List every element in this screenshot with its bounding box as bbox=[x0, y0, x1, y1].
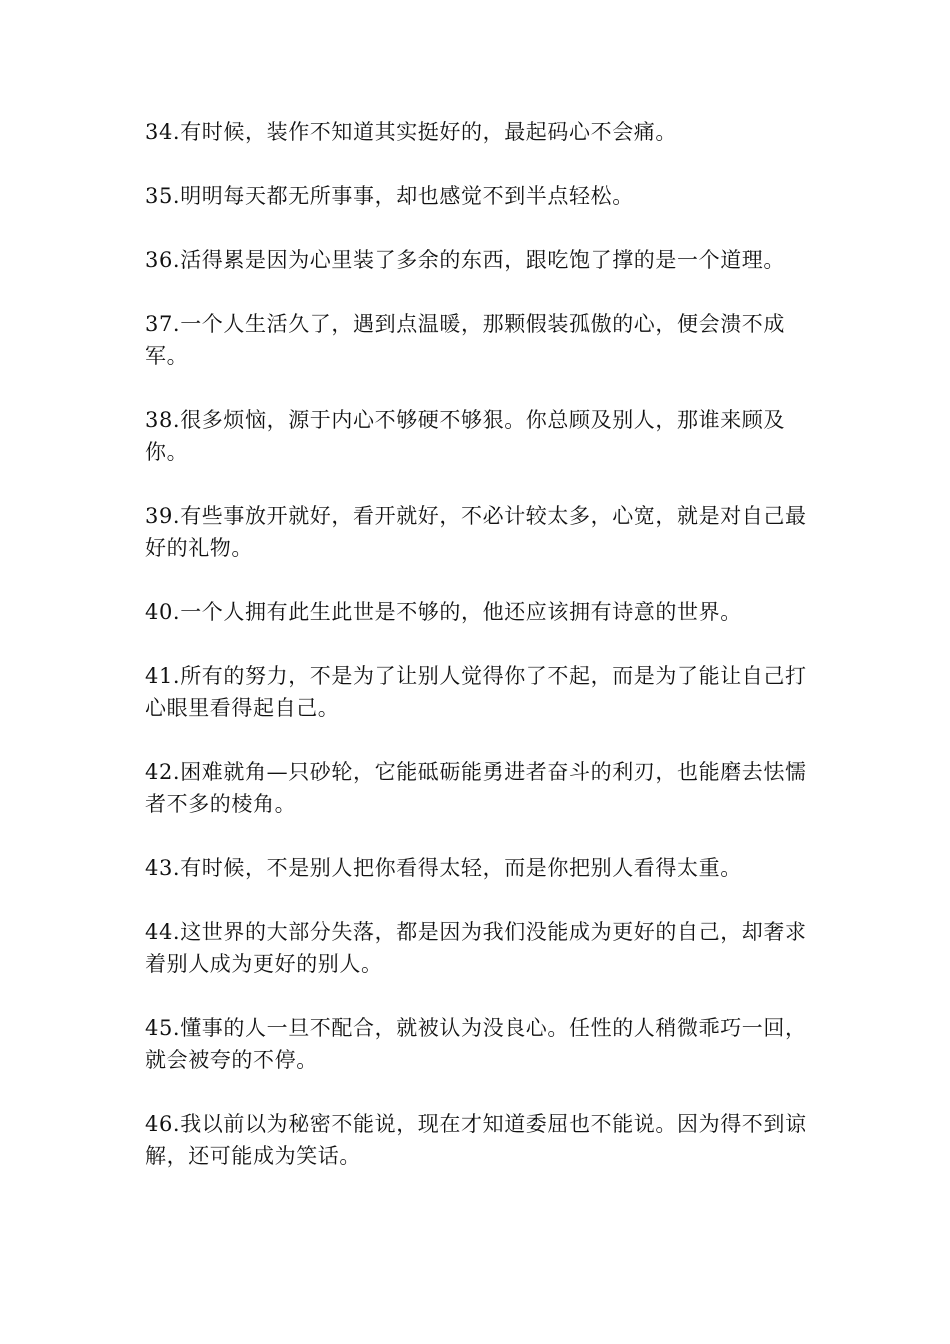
quote-paragraph-38: 38.很多烦恼，源于内心不够硬不够狠。你总顾及别人，那谁来顾及你。 bbox=[145, 408, 785, 464]
quote-paragraph-44: 44.这世界的大部分失落，都是因为我们没能成为更好的自己，却奢求着别人成为更好的别人。 bbox=[145, 920, 807, 976]
quote-paragraph-42: 42.困难就角—只砂轮，它能砥砺能勇进者奋斗的利刃，也能磨去怯懦者不多的棱角。 bbox=[145, 760, 807, 816]
quote-paragraph-36: 36.活得累是因为心里装了多余的东西，跟吃饱了撑的是一个道理。 bbox=[145, 248, 785, 272]
quote-paragraph-40: 40.一个人拥有此生此世是不够的，他还应该拥有诗意的世界。 bbox=[145, 600, 742, 624]
quote-paragraph-41: 41.所有的努力，不是为了让别人觉得你了不起，而是为了能让自己打心眼里看得起自己。 bbox=[145, 664, 807, 720]
quote-paragraph-45: 45.懂事的人一旦不配合，就被认为没良心。任性的人稍微乖巧一回，就会被夸的不停。 bbox=[145, 1016, 807, 1072]
quote-list bbox=[145, 116, 813, 1204]
quote-paragraph-35: 35.明明每天都无所事事，却也感觉不到半点轻松。 bbox=[145, 184, 634, 208]
quote-paragraph-39: 39.有些事放开就好，看开就好，不必计较太多，心宽，就是对自己最好的礼物。 bbox=[145, 504, 807, 560]
quote-paragraph-43: 43.有时候，不是别人把你看得太轻，而是你把别人看得太重。 bbox=[145, 856, 742, 880]
quote-paragraph-46: 46.我以前以为秘密不能说，现在才知道委屈也不能说。因为得不到谅解，还可能成为笑话。 bbox=[145, 1112, 807, 1168]
quote-paragraph-34: 34.有时候，装作不知道其实挺好的，最起码心不会痛。 bbox=[145, 120, 677, 144]
quote-paragraph-37: 37.一个人生活久了，遇到点温暖，那颗假装孤傲的心，便会溃不成军。 bbox=[145, 312, 785, 368]
